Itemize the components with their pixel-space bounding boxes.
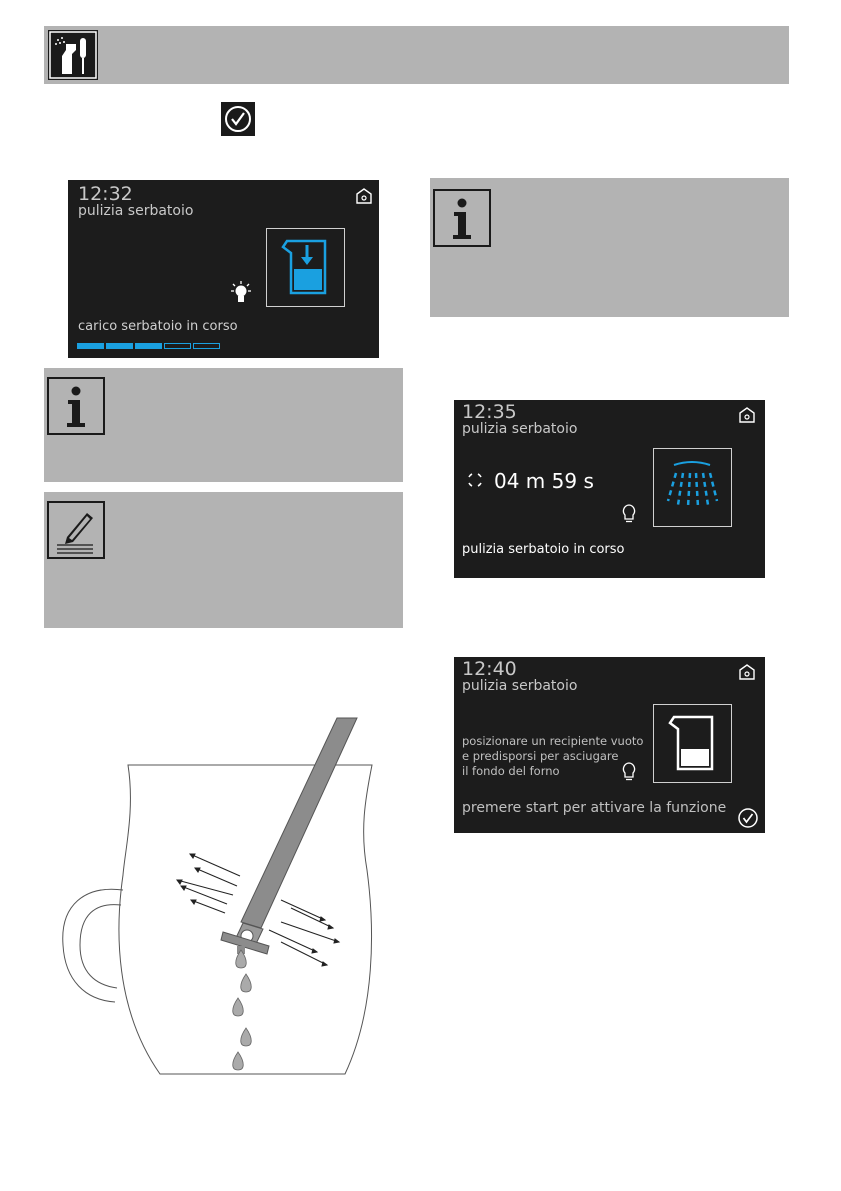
oven-display-start-prompt [454,657,765,833]
instruction-text: posizionare un recipiente vuoto e predisporsi per asciugare il fondo del forno [462,734,644,778]
progress-segment [135,343,162,349]
progress-segment [193,343,220,349]
light-bulb-icon [621,761,637,783]
section-header-bar [44,26,789,84]
shower-spray-icon [653,448,732,527]
display-subtitle: pulizia serbatoio [462,678,578,694]
home-icon [738,663,756,681]
home-icon [355,187,373,205]
info-icon [47,377,103,433]
timer-icon [466,471,484,489]
jug-empty-icon [653,704,732,783]
check-icon[interactable] [737,807,759,829]
info-icon [433,189,489,245]
display-subtitle: pulizia serbatoio [462,421,578,437]
home-icon [738,406,756,424]
cleaning-tools-icon [48,30,98,80]
start-prompt: premere start per attivare la funzione [462,800,727,816]
oven-display-tank-cleaning [454,400,765,578]
oven-display-tank-loading [68,180,379,358]
confirm-check-icon [221,102,255,136]
progress-segment [164,343,191,349]
display-subtitle: pulizia serbatoio [78,203,194,219]
display-status: pulizia serbatoio in corso [462,542,625,557]
jug-cleaning-illustration [55,710,395,1090]
display-status: carico serbatoio in corso [78,319,238,334]
display-time: 12:40 [462,658,517,680]
light-bulb-icon [228,280,254,306]
display-time: 12:35 [462,401,517,423]
countdown-timer: 04 m 59 s [494,469,594,493]
note-pencil-icon [47,501,105,563]
light-bulb-icon [621,503,637,525]
display-time: 12:32 [78,183,133,205]
progress-segment [77,343,104,349]
jug-fill-icon [266,228,345,307]
progress-segment [106,343,133,349]
